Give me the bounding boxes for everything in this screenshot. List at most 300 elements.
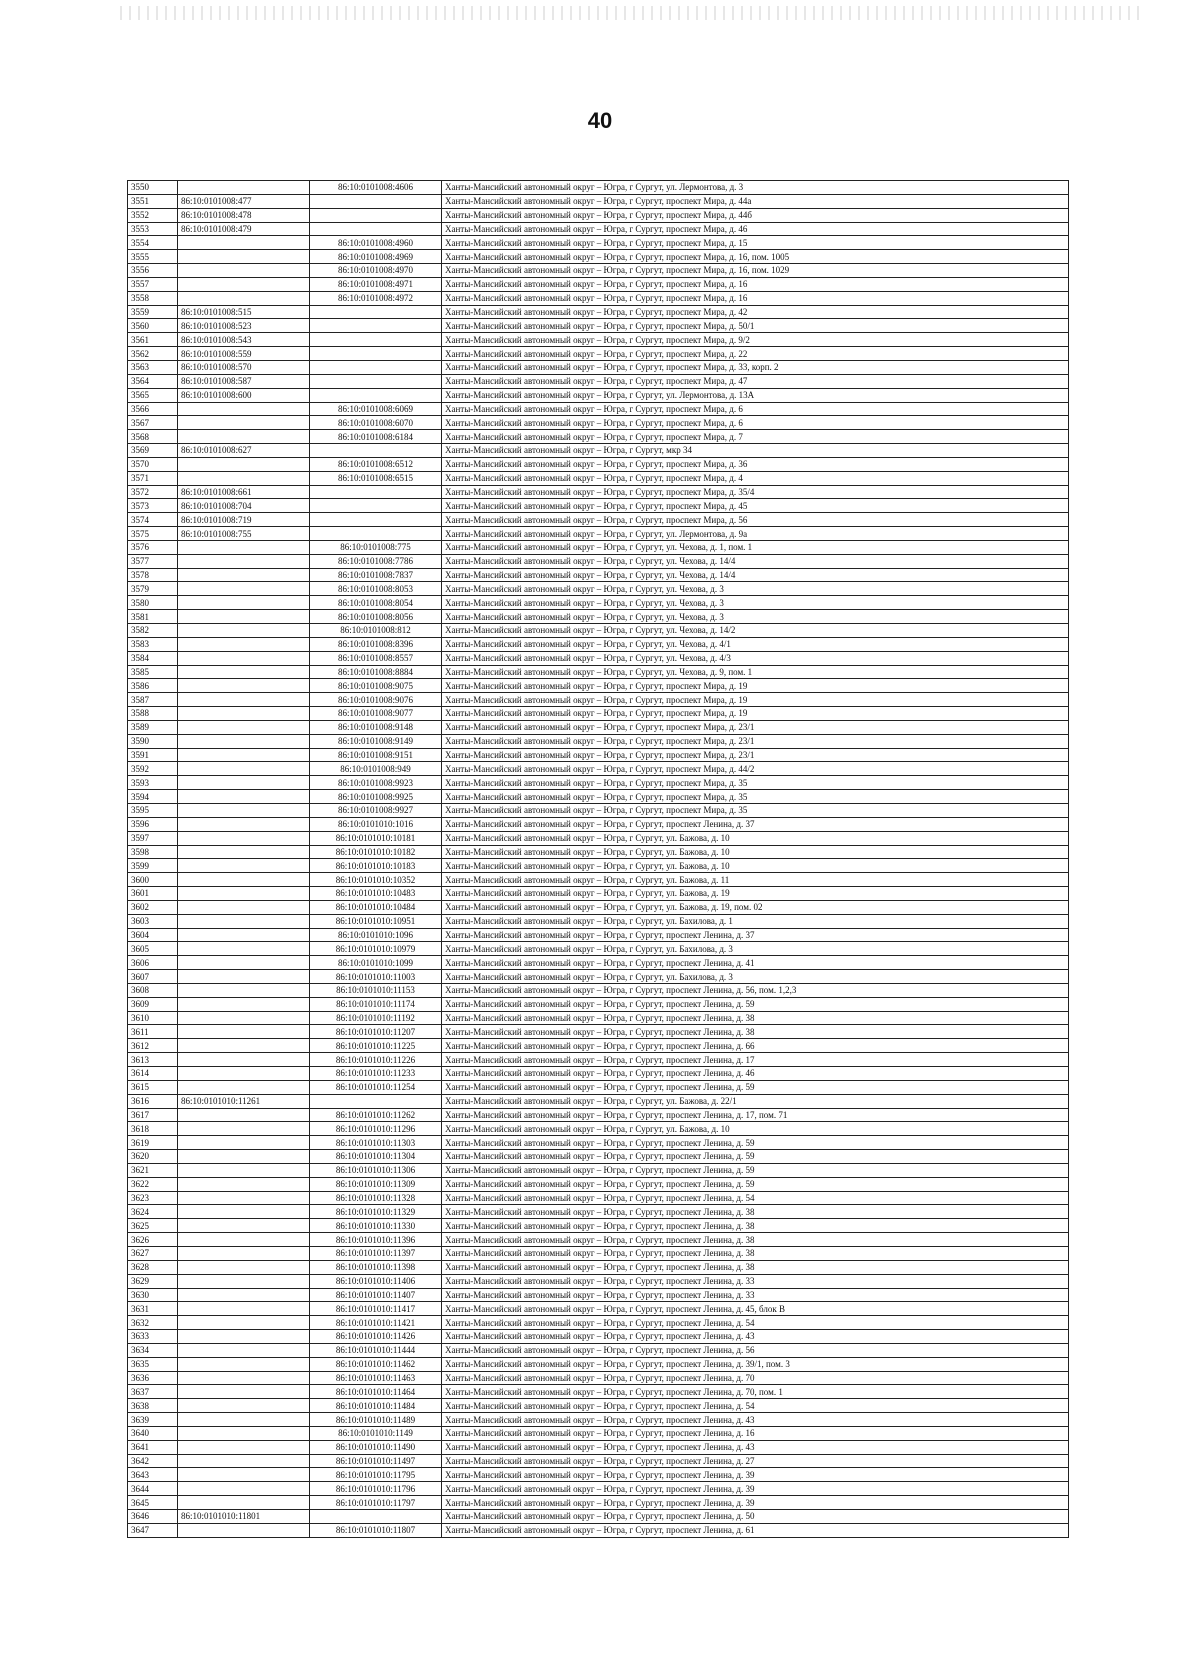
address-cell [442, 1440, 1069, 1454]
address-cell [442, 444, 1069, 458]
cadastral-number-land-cell [178, 637, 310, 651]
row-number-cell: 3603 [128, 914, 178, 928]
table-row [128, 734, 1069, 748]
address-prefix: Ханты-Мансийский автономный округ – Югра, г Сургут, [445, 833, 667, 844]
address-prefix: Ханты-Мансийский автономный округ – Югра, г Сургут, [445, 1123, 667, 1134]
cadastral-number-building-cell: 86:10:0101010:11797 [310, 1496, 442, 1510]
cadastral-number-land-cell [178, 1440, 310, 1454]
row-number-cell: 3593 [128, 776, 178, 790]
scan-artifact [120, 6, 1140, 20]
row-number-cell: 3629 [128, 1274, 178, 1288]
cadastral-number-building-cell: 86:10:0101010:11397 [310, 1246, 442, 1260]
table-row [128, 402, 1069, 416]
address-detail: ул. Бажова, д. 19 [666, 888, 730, 899]
table-row [128, 471, 1069, 485]
address-detail: ул. Чехова, д. 4/1 [666, 639, 731, 650]
address-detail: ул. Чехова, д. 3 [666, 597, 724, 608]
cadastral-number-building-cell: 86:10:0101010:11329 [310, 1205, 442, 1219]
address-detail: проспект Мира, д. 7 [666, 431, 743, 442]
address-prefix: Ханты-Мансийский автономный округ – Югра, г Сургут, [445, 431, 667, 442]
address-prefix: Ханты-Мансийский автономный округ – Югра, г Сургут, [445, 1428, 667, 1439]
address-detail: ул. Чехова, д. 14/4 [666, 570, 736, 581]
cadastral-number-land-cell [178, 250, 310, 264]
address-prefix: Ханты-Мансийский автономный округ – Югра, г Сургут, [445, 1193, 667, 1204]
address-cell [442, 1205, 1069, 1219]
cadastral-number-land-cell: 86:10:0101008:523 [178, 319, 310, 333]
address-detail: проспект Мира, д. 6 [666, 403, 743, 414]
address-cell [442, 1426, 1069, 1440]
address-cell [442, 1108, 1069, 1122]
address-cell [442, 1496, 1069, 1510]
table-row [128, 803, 1069, 817]
address-prefix: Ханты-Мансийский автономный округ – Югра, г Сургут, [445, 736, 667, 747]
row-number-cell: 3580 [128, 596, 178, 610]
address-cell [442, 416, 1069, 430]
cadastral-number-building-cell: 86:10:0101008:9076 [310, 693, 442, 707]
address-prefix: Ханты-Мансийский автономный округ – Югра, г Сургут, [445, 611, 667, 622]
table-row [128, 319, 1069, 333]
cadastral-number-building-cell: 86:10:0101008:7786 [310, 554, 442, 568]
cadastral-number-land-cell [178, 1219, 310, 1233]
cadastral-number-building-cell: 86:10:0101010:11807 [310, 1523, 442, 1537]
table-row [128, 1399, 1069, 1413]
cadastral-number-land-cell [178, 1260, 310, 1274]
address-prefix: Ханты-Мансийский автономный округ – Югра, г Сургут, [445, 846, 667, 857]
cadastral-number-building-cell: 86:10:0101010:1096 [310, 928, 442, 942]
cadastral-number-land-cell [178, 1025, 310, 1039]
cadastral-number-building-cell: 86:10:0101010:11497 [310, 1454, 442, 1468]
cadastral-number-land-cell [178, 1316, 310, 1330]
cadastral-number-building-cell: 86:10:0101010:11398 [310, 1260, 442, 1274]
address-detail: проспект Мира, д. 19 [666, 680, 748, 691]
cadastral-number-land-cell [178, 651, 310, 665]
address-detail: проспект Мира, д. 35 [666, 777, 748, 788]
address-cell [442, 277, 1069, 291]
address-cell [442, 748, 1069, 762]
address-prefix: Ханты-Мансийский автономный округ – Югра, г Сургут, [445, 417, 667, 428]
table-row [128, 873, 1069, 887]
row-number-cell: 3585 [128, 665, 178, 679]
cadastral-number-building-cell: 86:10:0101008:9148 [310, 720, 442, 734]
table-row [128, 1080, 1069, 1094]
address-cell [442, 1163, 1069, 1177]
cadastral-number-building-cell: 86:10:0101010:11304 [310, 1150, 442, 1164]
cadastral-number-land-cell [178, 1053, 310, 1067]
address-prefix: Ханты-Мансийский автономный округ – Югра, г Сургут, [445, 320, 667, 331]
row-number-cell: 3628 [128, 1260, 178, 1274]
row-number-cell: 3553 [128, 222, 178, 236]
cadastral-number-building-cell: 86:10:0101010:11417 [310, 1302, 442, 1316]
row-number-cell: 3614 [128, 1067, 178, 1081]
address-detail: проспект Мира, д. 46 [666, 223, 748, 234]
address-prefix: Ханты-Мансийский автономный округ – Югра, г Сургут, [445, 583, 667, 594]
address-prefix: Ханты-Мансийский автономный округ – Югра, г Сургут, [445, 1151, 667, 1162]
cadastral-number-building-cell [310, 1510, 442, 1524]
cadastral-number-building-cell: 86:10:0101010:10484 [310, 900, 442, 914]
address-detail: проспект Мира, д. 22 [666, 348, 748, 359]
table-row [128, 554, 1069, 568]
address-prefix: Ханты-Мансийский автономный округ – Югра, г Сургут, [445, 763, 667, 774]
address-cell [442, 596, 1069, 610]
address-cell [442, 1482, 1069, 1496]
address-cell [442, 1177, 1069, 1191]
cadastral-number-building-cell: 86:10:0101010:11225 [310, 1039, 442, 1053]
address-cell [442, 1454, 1069, 1468]
address-cell [442, 513, 1069, 527]
address-cell [442, 1122, 1069, 1136]
address-cell [442, 762, 1069, 776]
address-cell [442, 942, 1069, 956]
row-number-cell: 3590 [128, 734, 178, 748]
table-row [128, 264, 1069, 278]
row-number-cell: 3592 [128, 762, 178, 776]
table-row [128, 651, 1069, 665]
address-prefix: Ханты-Мансийский автономный округ – Югра, г Сургут, [445, 971, 667, 982]
row-number-cell: 3638 [128, 1399, 178, 1413]
address-cell [442, 679, 1069, 693]
address-prefix: Ханты-Мансийский автономный округ – Югра, г Сургут, [445, 666, 667, 677]
address-detail: проспект Ленина, д. 38 [666, 1206, 755, 1217]
cadastral-number-land-cell [178, 873, 310, 887]
cadastral-number-land-cell [178, 1302, 310, 1316]
cadastral-number-land-cell [178, 762, 310, 776]
address-cell [442, 693, 1069, 707]
address-prefix: Ханты-Мансийский автономный округ – Югра, г Сургут, [445, 223, 667, 234]
address-prefix: Ханты-Мансийский автономный округ – Югра, г Сургут, [445, 1331, 667, 1342]
table-row [128, 305, 1069, 319]
address-detail: ул. Чехова, д. 14/4 [666, 556, 736, 567]
table-row [128, 707, 1069, 721]
row-number-cell: 3554 [128, 236, 178, 250]
cadastral-number-land-cell [178, 1150, 310, 1164]
table-row [128, 568, 1069, 582]
address-detail: проспект Ленина, д. 37 [666, 819, 755, 830]
row-number-cell: 3560 [128, 319, 178, 333]
address-cell [442, 997, 1069, 1011]
address-detail: проспект Ленина, д. 46 [666, 1068, 755, 1079]
cadastral-number-land-cell [178, 1205, 310, 1219]
row-number-cell: 3608 [128, 983, 178, 997]
cadastral-number-building-cell: 86:10:0101008:9151 [310, 748, 442, 762]
address-cell [442, 250, 1069, 264]
cadastral-number-building-cell: 86:10:0101010:11254 [310, 1080, 442, 1094]
cadastral-number-building-cell: 86:10:0101010:11407 [310, 1288, 442, 1302]
address-detail: проспект Мира, д. 19 [666, 694, 748, 705]
row-number-cell: 3624 [128, 1205, 178, 1219]
address-cell [442, 1510, 1069, 1524]
address-detail: проспект Ленина, д. 39 [666, 1483, 755, 1494]
table-row [128, 970, 1069, 984]
table-row [128, 416, 1069, 430]
cadastral-number-land-cell [178, 1274, 310, 1288]
row-number-cell: 3636 [128, 1371, 178, 1385]
row-number-cell: 3623 [128, 1191, 178, 1205]
address-cell [442, 707, 1069, 721]
address-detail: проспект Ленина, д. 17 [666, 1054, 755, 1065]
row-number-cell: 3627 [128, 1246, 178, 1260]
address-prefix: Ханты-Мансийский автономный округ – Югра, г Сургут, [445, 279, 667, 290]
table-row [128, 1496, 1069, 1510]
cadastral-number-building-cell: 86:10:0101010:11003 [310, 970, 442, 984]
cadastral-number-building-cell [310, 222, 442, 236]
row-number-cell: 3566 [128, 402, 178, 416]
address-cell [442, 831, 1069, 845]
cadastral-number-land-cell: 86:10:0101008:515 [178, 305, 310, 319]
address-detail: ул. Чехова, д. 1, пом. 1 [666, 542, 753, 553]
table-row [128, 748, 1069, 762]
cadastral-number-building-cell: 86:10:0101008:8557 [310, 651, 442, 665]
address-cell [442, 568, 1069, 582]
table-row [128, 1108, 1069, 1122]
cadastral-number-land-cell [178, 970, 310, 984]
address-cell [442, 720, 1069, 734]
cadastral-number-building-cell [310, 347, 442, 361]
table-row [128, 485, 1069, 499]
table-row [128, 540, 1069, 554]
cadastral-number-land-cell [178, 1357, 310, 1371]
address-prefix: Ханты-Мансийский автономный округ – Югра, г Сургут, [445, 1400, 667, 1411]
cadastral-number-land-cell [178, 1108, 310, 1122]
row-number-cell: 3578 [128, 568, 178, 582]
address-prefix: Ханты-Мансийский автономный округ – Югра, г Сургут, [445, 1179, 667, 1190]
address-detail: проспект Мира, д. 56 [666, 514, 748, 525]
table-row [128, 222, 1069, 236]
table-row [128, 513, 1069, 527]
cadastral-number-land-cell [178, 956, 310, 970]
cadastral-number-land-cell: 86:10:0101008:543 [178, 333, 310, 347]
cadastral-number-building-cell: 86:10:0101008:812 [310, 624, 442, 638]
address-detail: проспект Ленина, д. 33 [666, 1289, 755, 1300]
property-register-table [127, 180, 1069, 1538]
cadastral-number-building-cell: 86:10:0101010:10951 [310, 914, 442, 928]
address-detail: проспект Ленина, д. 38 [666, 1234, 755, 1245]
address-cell [442, 914, 1069, 928]
address-detail: проспект Ленина, д. 43 [666, 1414, 755, 1425]
address-detail: ул. Чехова, д. 3 [666, 611, 724, 622]
table-row [128, 1343, 1069, 1357]
address-detail: ул. Бахилова, д. 3 [666, 943, 733, 954]
address-cell [442, 333, 1069, 347]
cadastral-number-building-cell: 86:10:0101010:11421 [310, 1316, 442, 1330]
address-detail: ул. Лермонтова, д. 9а [666, 528, 748, 539]
address-detail: проспект Ленина, д. 38 [666, 1248, 755, 1259]
cadastral-number-building-cell: 86:10:0101008:9927 [310, 803, 442, 817]
cadastral-number-land-cell: 86:10:0101010:11261 [178, 1094, 310, 1108]
row-number-cell: 3611 [128, 1025, 178, 1039]
address-detail: ул. Бажова, д. 10 [666, 833, 730, 844]
address-cell [442, 264, 1069, 278]
address-prefix: Ханты-Мансийский автономный округ – Югра, г Сургут, [445, 916, 667, 927]
row-number-cell: 3551 [128, 194, 178, 208]
row-number-cell: 3601 [128, 887, 178, 901]
cadastral-number-land-cell [178, 1496, 310, 1510]
address-cell [442, 1302, 1069, 1316]
cadastral-number-land-cell [178, 1330, 310, 1344]
cadastral-number-building-cell: 86:10:0101010:10979 [310, 942, 442, 956]
cadastral-number-building-cell: 86:10:0101010:11796 [310, 1482, 442, 1496]
cadastral-number-building-cell: 86:10:0101010:11462 [310, 1357, 442, 1371]
address-prefix: Ханты-Мансийский автономный округ – Югра, г Сургут, [445, 514, 667, 525]
address-cell [442, 1288, 1069, 1302]
table-row [128, 347, 1069, 361]
cadastral-number-building-cell: 86:10:0101010:11328 [310, 1191, 442, 1205]
row-number-cell: 3570 [128, 457, 178, 471]
cadastral-number-land-cell [178, 1011, 310, 1025]
address-detail: проспект Мира, д. 23/1 [666, 750, 755, 761]
cadastral-number-land-cell [178, 900, 310, 914]
table-row [128, 845, 1069, 859]
address-prefix: Ханты-Мансийский автономный округ – Югра, г Сургут, [445, 943, 667, 954]
address-cell [442, 1316, 1069, 1330]
address-prefix: Ханты-Мансийский автономный округ – Югра, г Сургут, [445, 334, 667, 345]
cadastral-number-land-cell [178, 983, 310, 997]
address-cell [442, 181, 1069, 195]
cadastral-number-land-cell [178, 887, 310, 901]
row-number-cell: 3561 [128, 333, 178, 347]
address-prefix: Ханты-Мансийский автономный округ – Югра, г Сургут, [445, 1276, 667, 1287]
table-row [128, 956, 1069, 970]
address-cell [442, 665, 1069, 679]
address-detail: проспект Ленина, д. 17, пом. 71 [666, 1109, 788, 1120]
address-prefix: Ханты-Мансийский автономный округ – Югра, г Сургут, [445, 999, 667, 1010]
row-number-cell: 3606 [128, 956, 178, 970]
cadastral-number-land-cell: 86:10:0101008:587 [178, 374, 310, 388]
address-detail: проспект Ленина, д. 70 [666, 1372, 755, 1383]
cadastral-number-building-cell [310, 527, 442, 541]
cadastral-number-building-cell [310, 194, 442, 208]
address-cell [442, 983, 1069, 997]
table-row [128, 1510, 1069, 1524]
address-cell [442, 540, 1069, 554]
cadastral-number-building-cell: 86:10:0101010:11490 [310, 1440, 442, 1454]
row-number-cell: 3583 [128, 637, 178, 651]
address-cell [442, 305, 1069, 319]
address-cell [442, 236, 1069, 250]
row-number-cell: 3615 [128, 1080, 178, 1094]
address-prefix: Ханты-Мансийский автономный округ – Югра, г Сургут, [445, 777, 667, 788]
address-prefix: Ханты-Мансийский автономный округ – Югра, г Сургут, [445, 1137, 667, 1148]
table-row [128, 1191, 1069, 1205]
address-detail: проспект Мира, д. 33, корп. 2 [666, 362, 779, 373]
row-number-cell: 3643 [128, 1468, 178, 1482]
address-cell [442, 873, 1069, 887]
table-row [128, 1136, 1069, 1150]
table-row [128, 194, 1069, 208]
table-row [128, 1440, 1069, 1454]
table-row [128, 444, 1069, 458]
row-number-cell: 3622 [128, 1177, 178, 1191]
cadastral-number-land-cell [178, 416, 310, 430]
table-row [128, 900, 1069, 914]
cadastral-number-land-cell [178, 1288, 310, 1302]
address-prefix: Ханты-Мансийский автономный округ – Югра, г Сургут, [445, 1082, 667, 1093]
cadastral-number-land-cell: 86:10:0101008:479 [178, 222, 310, 236]
register-body [128, 181, 1069, 1538]
address-detail: проспект Мира, д. 35/4 [666, 486, 755, 497]
cadastral-number-land-cell [178, 707, 310, 721]
cadastral-number-land-cell [178, 845, 310, 859]
table-row [128, 1163, 1069, 1177]
row-number-cell: 3584 [128, 651, 178, 665]
cadastral-number-land-cell [178, 1482, 310, 1496]
cadastral-number-building-cell: 86:10:0101008:9149 [310, 734, 442, 748]
cadastral-number-building-cell: 86:10:0101008:6512 [310, 457, 442, 471]
page-number: 40 [587, 108, 613, 133]
address-cell [442, 1191, 1069, 1205]
address-prefix: Ханты-Мансийский автономный округ – Югра, г Сургут, [445, 459, 667, 470]
address-detail: проспект Мира, д. 44б [666, 210, 752, 221]
cadastral-number-building-cell: 86:10:0101010:1149 [310, 1426, 442, 1440]
cadastral-number-building-cell [310, 374, 442, 388]
address-cell [442, 471, 1069, 485]
address-detail: проспект Ленина, д. 54 [666, 1400, 755, 1411]
cadastral-number-building-cell: 86:10:0101010:11330 [310, 1219, 442, 1233]
address-cell [442, 1260, 1069, 1274]
row-number-cell: 3564 [128, 374, 178, 388]
cadastral-number-building-cell: 86:10:0101010:11192 [310, 1011, 442, 1025]
cadastral-number-land-cell [178, 236, 310, 250]
table-row [128, 181, 1069, 195]
address-cell [442, 651, 1069, 665]
address-detail: проспект Мира, д. 45 [666, 500, 748, 511]
cadastral-number-land-cell [178, 1343, 310, 1357]
table-row [128, 1025, 1069, 1039]
cadastral-number-land-cell [178, 582, 310, 596]
row-number-cell: 3595 [128, 803, 178, 817]
address-cell [442, 1025, 1069, 1039]
address-detail: мкр 34 [666, 445, 692, 456]
cadastral-number-building-cell: 86:10:0101010:11406 [310, 1274, 442, 1288]
address-detail: проспект Мира, д. 47 [666, 376, 748, 387]
table-row [128, 1150, 1069, 1164]
address-detail: ул. Чехова, д. 9, пом. 1 [666, 666, 753, 677]
address-cell [442, 970, 1069, 984]
address-prefix: Ханты-Мансийский автономный округ – Югра, г Сургут, [445, 888, 667, 899]
address-cell [442, 222, 1069, 236]
table-row [128, 1094, 1069, 1108]
table-row [128, 693, 1069, 707]
address-detail: проспект Мира, д. 35 [666, 805, 748, 816]
cadastral-number-land-cell [178, 1246, 310, 1260]
row-number-cell: 3635 [128, 1357, 178, 1371]
address-prefix: Ханты-Мансийский автономный округ – Югра, г Сургут, [445, 390, 667, 401]
address-cell [442, 1233, 1069, 1247]
address-detail: проспект Ленина, д. 54 [666, 1193, 755, 1204]
cadastral-number-land-cell [178, 665, 310, 679]
address-prefix: Ханты-Мансийский автономный округ – Югра, г Сургут, [445, 750, 667, 761]
address-detail: проспект Ленина, д. 38 [666, 1013, 755, 1024]
address-detail: проспект Мира, д. 6 [666, 417, 743, 428]
address-prefix: Ханты-Мансийский автономный округ – Югра, г Сургут, [445, 985, 667, 996]
cadastral-number-land-cell: 86:10:0101008:704 [178, 499, 310, 513]
address-detail: проспект Ленина, д. 56, пом. 1,2,3 [666, 985, 797, 996]
row-number-cell: 3589 [128, 720, 178, 734]
row-number-cell: 3639 [128, 1413, 178, 1427]
address-cell [442, 1399, 1069, 1413]
table-row [128, 776, 1069, 790]
address-detail: проспект Мира, д. 15 [666, 237, 748, 248]
row-number-cell: 3579 [128, 582, 178, 596]
address-detail: проспект Мира, д. 44а [666, 196, 752, 207]
table-row [128, 527, 1069, 541]
table-row [128, 679, 1069, 693]
cadastral-number-building-cell: 86:10:0101008:4969 [310, 250, 442, 264]
address-cell [442, 624, 1069, 638]
address-prefix: Ханты-Мансийский автономный округ – Югра, г Сургут, [445, 819, 667, 830]
address-detail: ул. Бажова, д. 22/1 [666, 1096, 737, 1107]
address-cell [442, 1136, 1069, 1150]
cadastral-number-land-cell [178, 1468, 310, 1482]
